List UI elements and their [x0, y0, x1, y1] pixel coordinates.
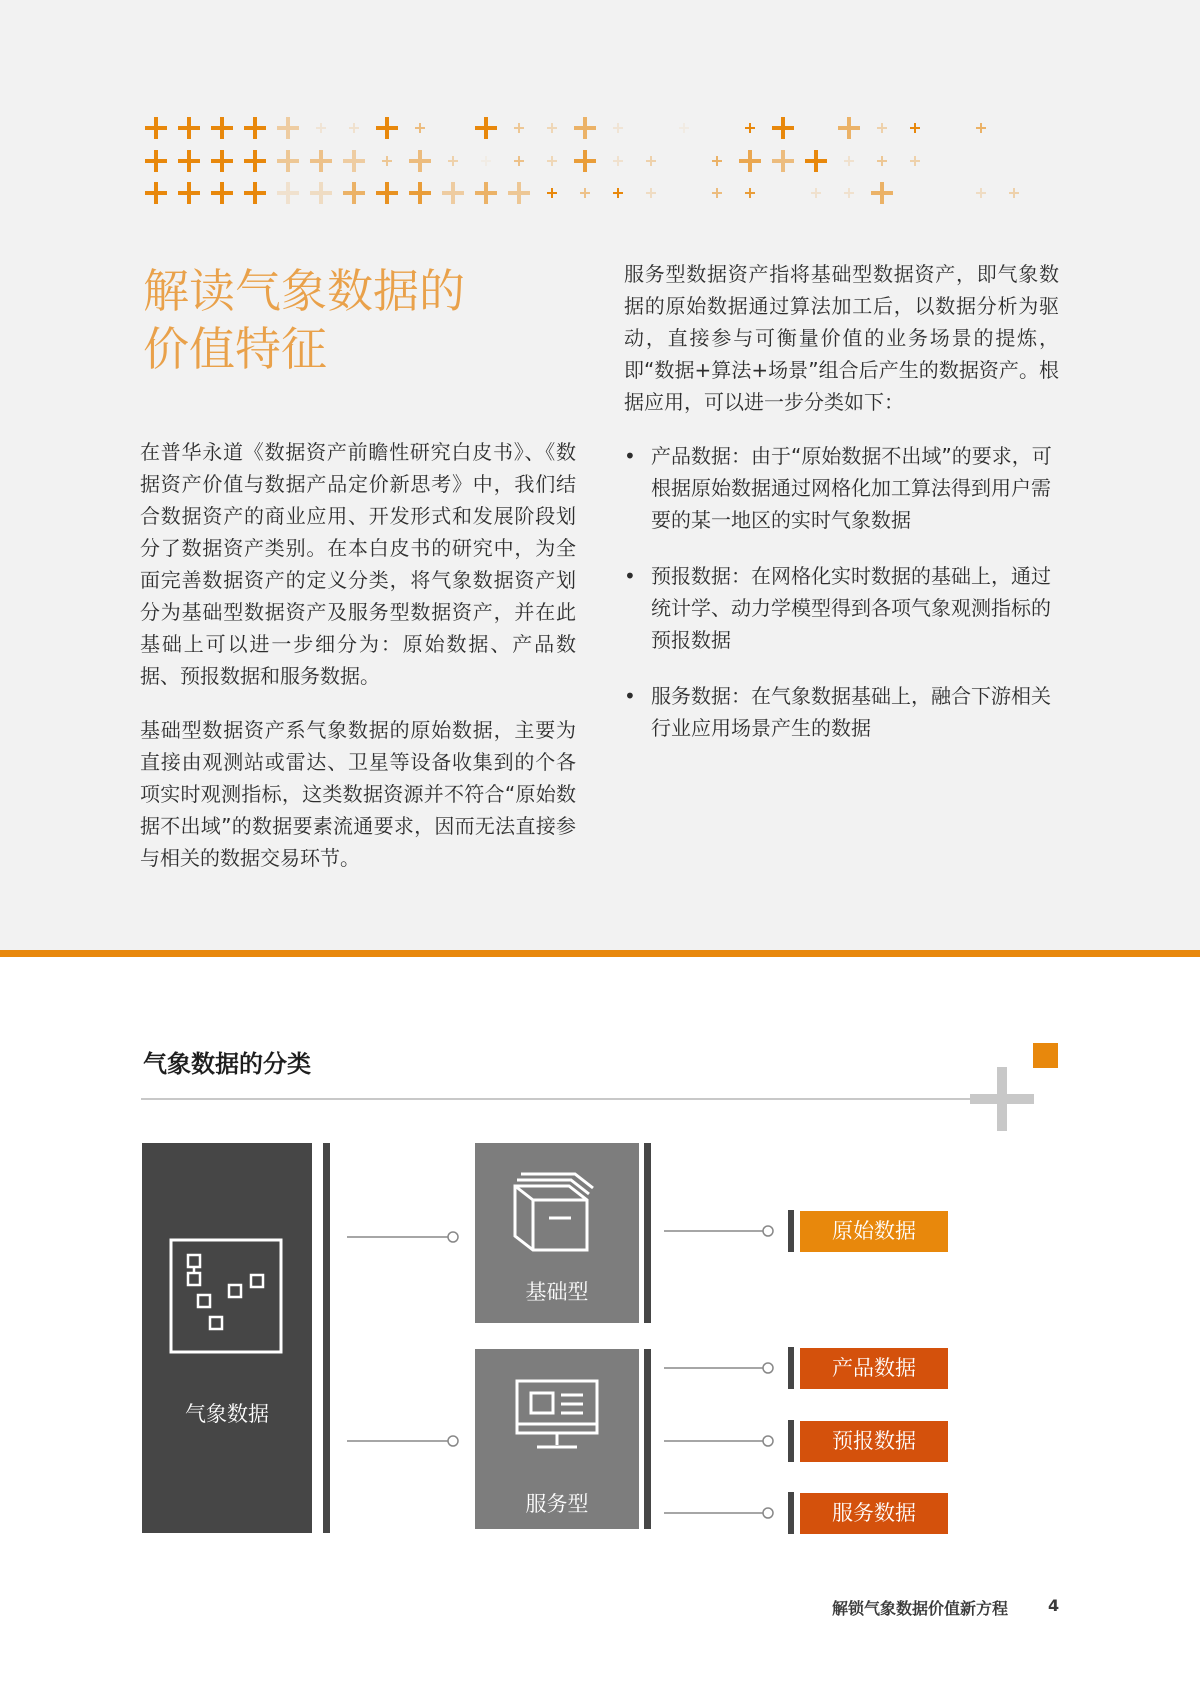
service-bracket-bar	[644, 1349, 651, 1529]
leaf-forecast-data: 预报数据	[800, 1421, 948, 1462]
paragraph-basic-assets: 基础型数据资产系气象数据的原始数据，主要为直接由观测站或雷达、卫星等设备收集到的个各项实时观测指标，这类数据资源并不符合“原始数据不出域”的数据要素流通要求，因而无法直接参与相关的数据交易环节。	[140, 718, 576, 870]
type-node-basic	[475, 1143, 639, 1323]
paragraph-classification: 在普华永道《数据资产前瞻性研究白皮书》、《数据资产价值与数据产品定价新思考》中，我们结合数据资产的商业应用、开发形式和发展阶段划分了数据资产类别。在本白皮书的研究中，为全面完善数据资产的定义分类，将气象数据资产划分为基础型数据资产及服务型数据资产，并在此基础上可以进一步细分为：原始数据、产品数据、预报数据和服务数据。	[140, 440, 576, 688]
leaf-raw-data: 原始数据	[800, 1211, 948, 1252]
box-stack-icon	[513, 1168, 601, 1252]
diagram-title: 气象数据的分类	[143, 1050, 311, 1078]
leaf-marker	[788, 1420, 794, 1462]
type-node-service	[475, 1349, 639, 1529]
leaf-marker	[788, 1210, 794, 1252]
root-node-label: 气象数据	[185, 1402, 269, 1426]
list-item-text: 产品数据：由于“原始数据不出域”的要求，可根据原始数据通过网格化加工算法得到用户需要的某一地区的实时气象数据	[651, 444, 1052, 532]
footer-document-title: 解锁气象数据价值新方程	[832, 1599, 1009, 1618]
leaf-product-data: 产品数据	[800, 1348, 948, 1389]
bullet: •	[624, 684, 636, 708]
page-number: 4	[1048, 1596, 1060, 1615]
monitor-icon	[515, 1379, 599, 1455]
list-item-text: 服务数据：在气象数据基础上，融合下游相关行业应用场景产生的数据	[651, 684, 1051, 740]
leaf-marker	[788, 1347, 794, 1389]
heading-line-1: 解读气象数据的	[143, 264, 465, 318]
leaf-service-data: 服务数据	[800, 1493, 948, 1534]
type-node-service-label: 服务型	[525, 1492, 589, 1516]
bullet: •	[624, 444, 636, 468]
basic-bracket-bar	[644, 1143, 651, 1323]
heading-line-2: 价值特征	[143, 322, 327, 376]
type-node-basic-label: 基础型	[525, 1280, 589, 1304]
bullet: •	[624, 564, 636, 588]
paragraph-service-assets: 服务型数据资产指将基础型数据资产，即气象数据的原始数据通过算法加工后，以数据分析为驱动，直接参与可衡量价值的业务场景的提炼，即“数据+算法+场景”组合后产生的数据资产。根据应用，可以进一步分类如下：	[624, 262, 1059, 414]
list-item-text: 预报数据：在网格化实时数据的基础上，通过统计学、动力学模型得到各项气象观测指标的预报数据	[651, 564, 1051, 652]
leaf-marker	[788, 1492, 794, 1534]
